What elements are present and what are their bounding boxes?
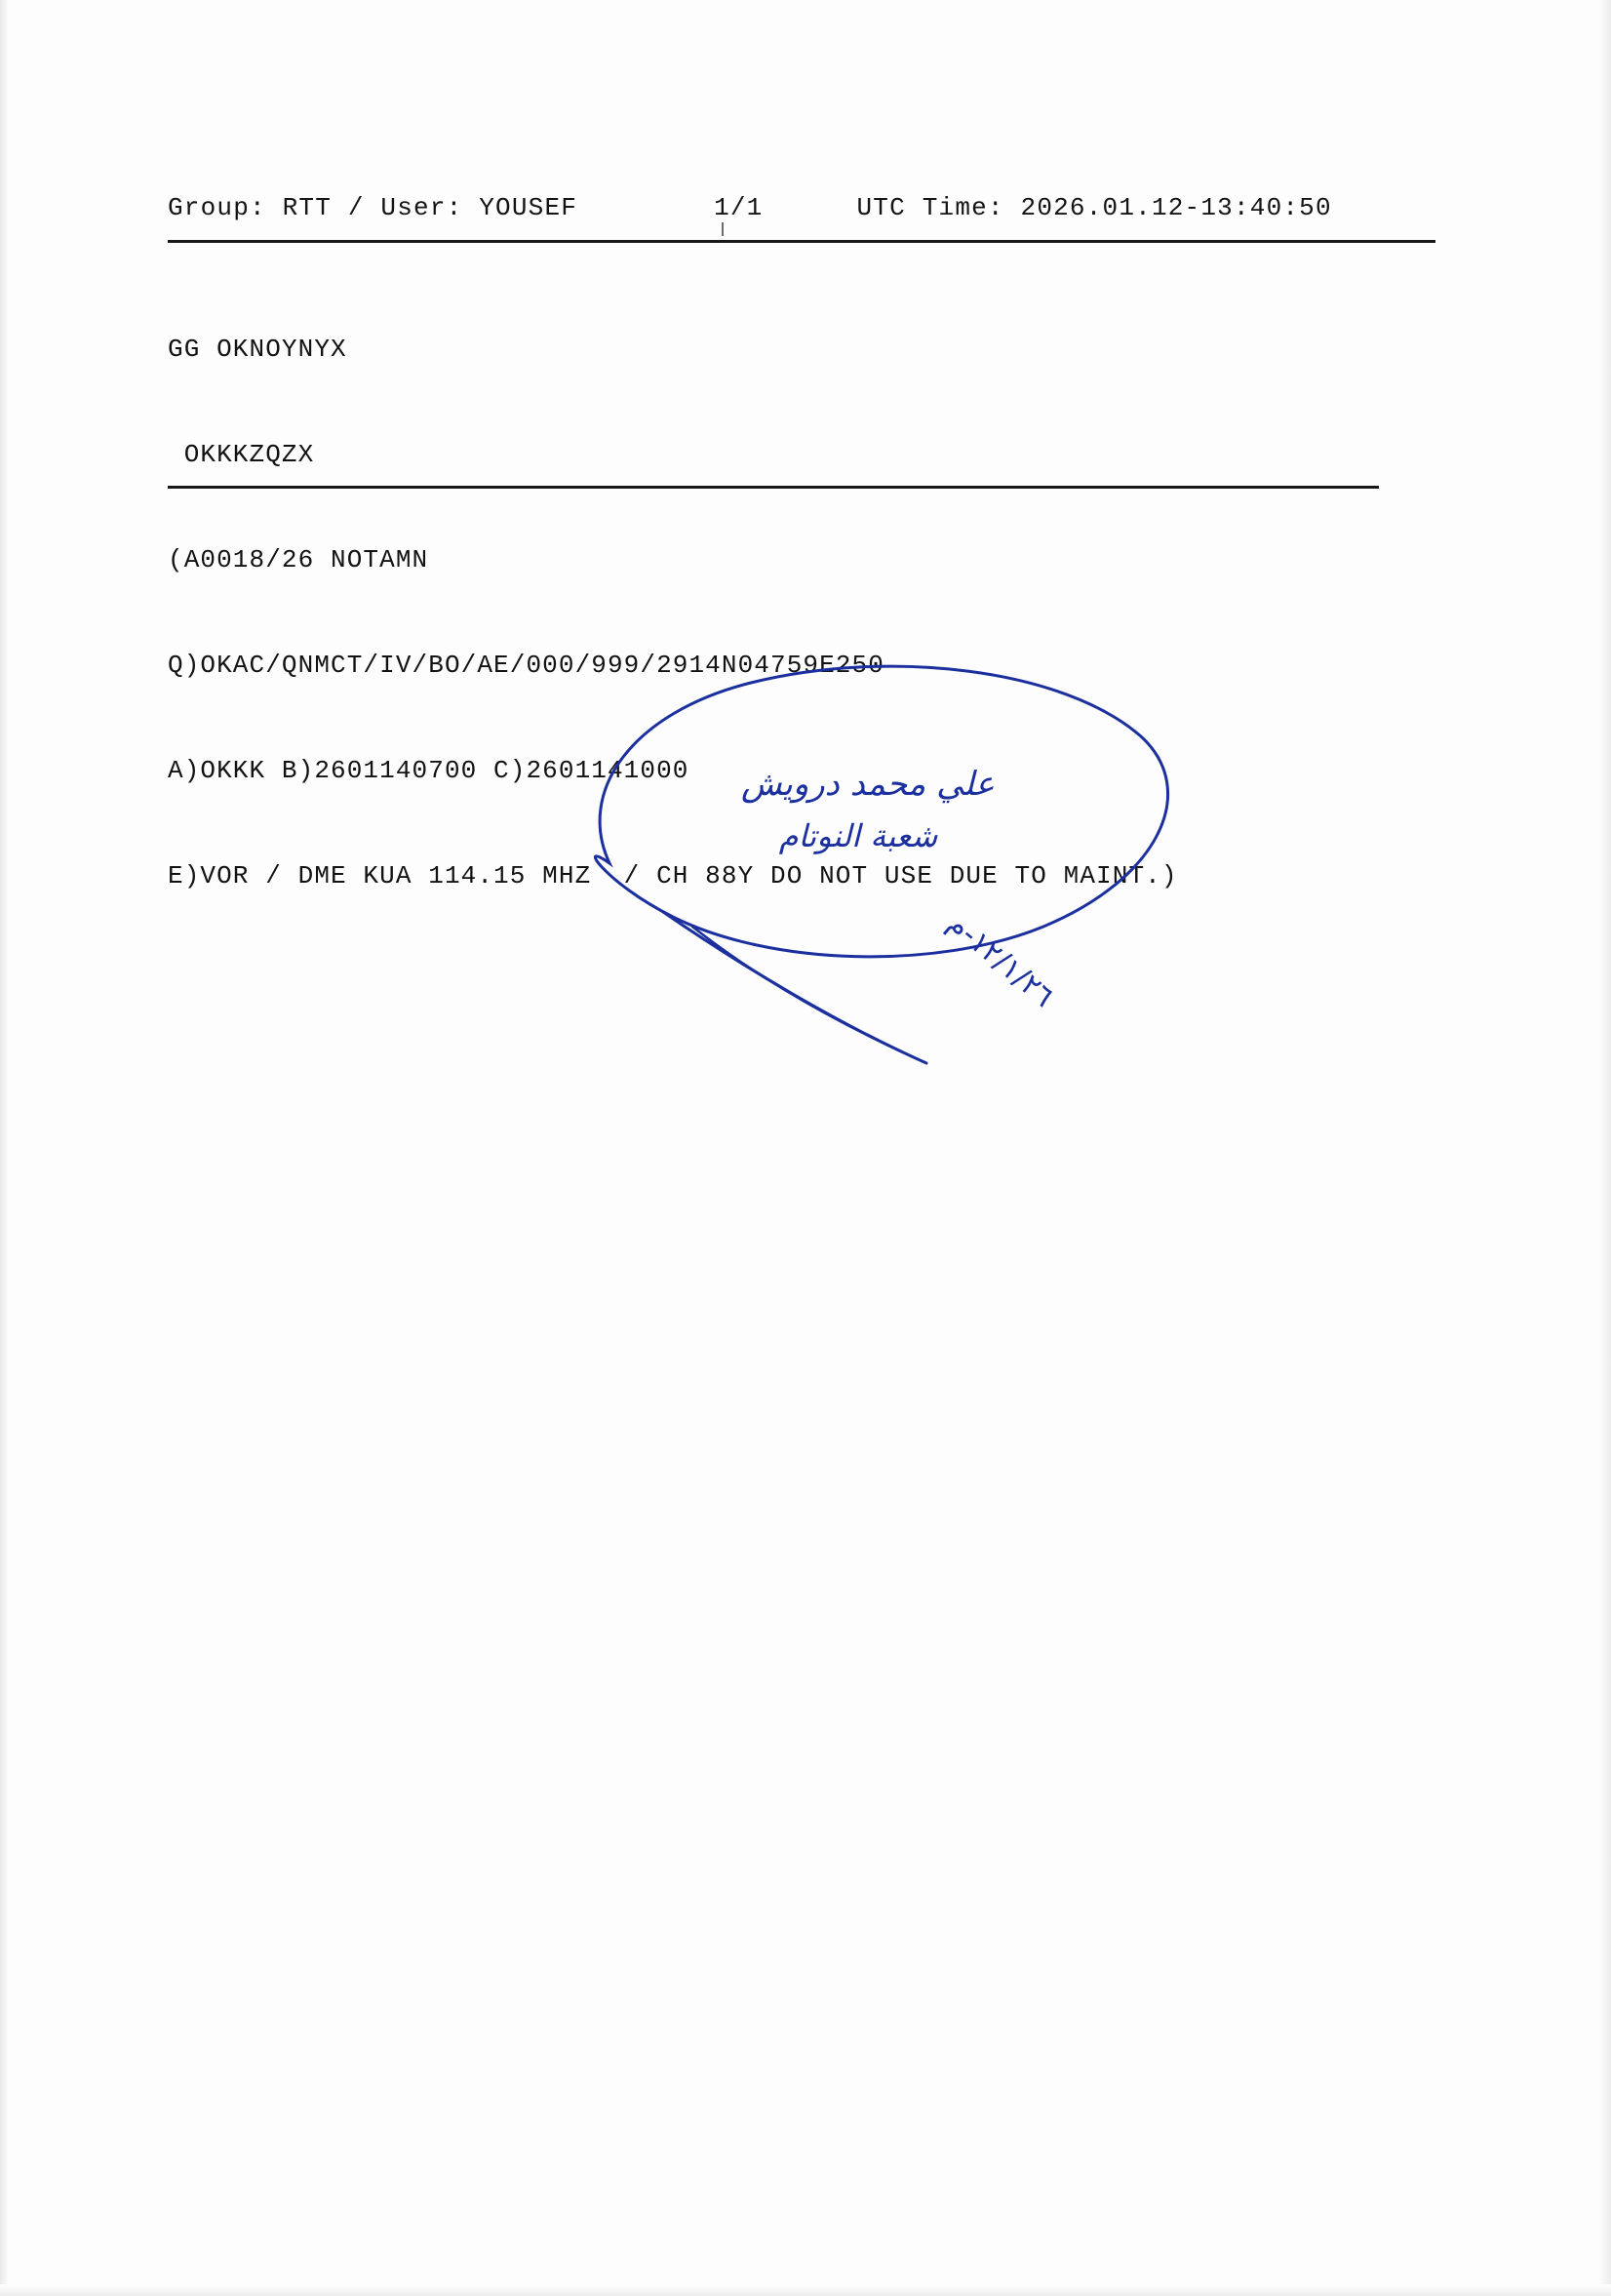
- notam-line: Q)OKAC/QNMCT/IV/BO/AE/000/999/2914N04759E250: [168, 651, 884, 680]
- notam-line: E)VOR / DME KUA 114.15 MHZ / CH 88Y DO NOT USE DUE TO MAINT.): [168, 861, 1178, 891]
- scan-edge-left: [0, 0, 10, 2296]
- notam-line: (A0018/26 NOTAMN: [168, 545, 429, 574]
- signature-department-text: شعبة النوتام: [778, 817, 938, 854]
- header-divider-top: [168, 240, 1435, 243]
- body-divider-bottom: [168, 486, 1379, 489]
- signature-date-text: ١٢/١/٢٦-م: [940, 906, 1061, 1014]
- handwritten-signature: [517, 644, 1199, 1112]
- signature-name-text: علي محمد درويش: [741, 765, 995, 804]
- header-tick-mark: [722, 222, 724, 236]
- header-utc-time: UTC Time: 2026.01.12-13:40:50: [856, 193, 1332, 222]
- notam-line: OKKKZQZX: [168, 440, 315, 469]
- signature-loop-icon: [595, 666, 1167, 957]
- notam-line: GG OKNOYNYX: [168, 335, 347, 364]
- header-page-number: 1/1: [714, 193, 764, 222]
- notam-line: A)OKKK B)2601140700 C)2601141000: [168, 756, 689, 785]
- signature-cross-stroke-icon: [692, 927, 926, 1063]
- scan-edge-right: [1597, 0, 1611, 2296]
- scan-edge-bottom: [0, 2284, 1611, 2296]
- header-group-user: Group: RTT / User: YOUSEF: [168, 193, 578, 222]
- document-header: [168, 193, 1435, 222]
